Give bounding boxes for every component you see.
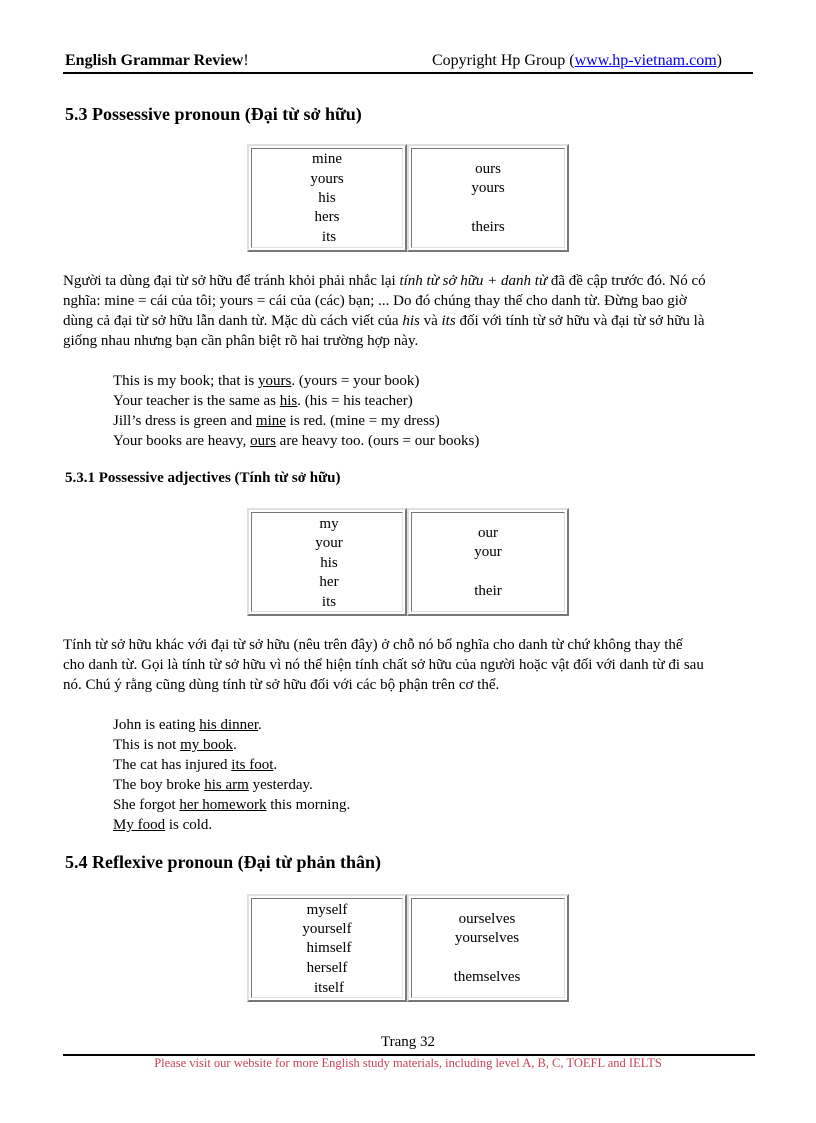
table-word: her	[319, 574, 339, 590]
table-word: ours	[475, 161, 501, 177]
section-heading-5-3: 5.3 Possessive pronoun (Đại từ sở hữu)	[65, 104, 362, 124]
example-line: The boy broke his arm yesterday.	[113, 777, 313, 793]
section-heading-5-4: 5.4 Reflexive pronoun (Đại từ phản thân)	[65, 852, 382, 872]
website-link[interactable]: www.hp-vietnam.com	[574, 52, 717, 69]
table-cell-singular	[247, 508, 407, 616]
reflexive-pronoun-table	[247, 894, 569, 1002]
table-word: ourselves	[458, 911, 516, 927]
table-word: its	[321, 594, 337, 610]
paragraph-possessive-adjective: Tính từ sở hữu khác với đại từ sở hữu (nêu trên đây) ở chỗ nó bổ nghĩa cho danh từ chứ không thay thế cho danh từ. Gọi là tính từ sở hữu vì nó thể hiện tính chất sở hữu của người hoặc vật đối với danh từ đi sau nó. Chú ý rằng cũng dùng tính từ sở hữu đối với các bộ phận trên cơ thể.	[63, 637, 704, 693]
table-cell-plural	[407, 144, 569, 252]
header-rule	[63, 72, 753, 74]
table-word: his	[318, 190, 336, 206]
examples-possessive-adjective	[113, 715, 350, 835]
example-line: This is not my book.	[113, 737, 237, 753]
header-title: English Grammar Review!	[65, 52, 249, 69]
table-word: my	[319, 516, 339, 532]
table-word: myself	[306, 902, 348, 918]
table-word: our	[478, 525, 498, 541]
table-word: mine	[312, 151, 342, 167]
table-word: yourselves	[454, 930, 520, 946]
table-cell-singular	[247, 894, 407, 1002]
table-cell-plural	[407, 508, 569, 616]
example-line: This is my book; that is yours. (yours = your book)	[113, 373, 420, 389]
possessive-adjective-table	[247, 508, 569, 616]
table-word: himself	[306, 940, 352, 956]
section-heading-5-3-1: 5.3.1 Possessive adjectives (Tính từ sở hữu)	[65, 470, 341, 486]
table-cell-plural	[407, 894, 569, 1002]
table-word: itself	[314, 980, 344, 996]
header-copyright: Copyright Hp Group (www.hp-vietnam.com)	[431, 52, 722, 69]
page-number: Trang 32	[380, 1034, 436, 1050]
table-word: hers	[314, 209, 340, 225]
possessive-pronoun-table	[247, 144, 569, 252]
example-line: Jill’s dress is green and mine is red. (mine = my dress)	[113, 413, 440, 429]
table-word: yours	[471, 180, 505, 196]
table-word: their	[474, 583, 502, 599]
example-line: My food is cold.	[113, 817, 213, 833]
example-line: She forgot her homework this morning.	[113, 797, 351, 813]
table-word: theirs	[471, 219, 505, 235]
example-line: Your books are heavy, ours are heavy too. (ours = our books)	[113, 433, 480, 449]
example-line: John is eating his dinner.	[113, 717, 262, 733]
table-word: your	[474, 544, 502, 560]
table-word: yours	[310, 171, 344, 187]
table-word: themselves	[453, 969, 521, 985]
examples-possessive-pronoun	[113, 371, 479, 451]
table-word: your	[315, 535, 343, 551]
example-line: The cat has injured its foot.	[113, 757, 278, 773]
table-word: his	[320, 555, 338, 571]
table-word: yourself	[302, 921, 352, 937]
paragraph-possessive-pronoun: Người ta dùng đại từ sở hữu để tránh khỏi phải nhắc lại tính từ sở hữu + danh từ đã đề cập trước đó. Nó có nghĩa: mine = cái của tôi; yours = cái của (các) bạn; ... Do đó chúng thay thế cho danh từ. Đừng bao giờ dùng cả đại từ sở hữu lẫn danh từ. Mặc dù cách viết của his và its đối với tính từ sở hữu và đại từ sở hữu là giống nhau nhưng bạn cần phân biệt rõ hai trường hợp này.	[63, 273, 706, 349]
table-word: its	[321, 229, 337, 245]
table-cell-singular	[247, 144, 407, 252]
page-header	[63, 50, 752, 72]
table-word: herself	[306, 960, 348, 976]
footer-note: Please visit our website for more English study materials, including level A, B, C, TOEFL and IELTS	[154, 1056, 662, 1070]
example-line: Your teacher is the same as his. (his = his teacher)	[113, 393, 413, 409]
